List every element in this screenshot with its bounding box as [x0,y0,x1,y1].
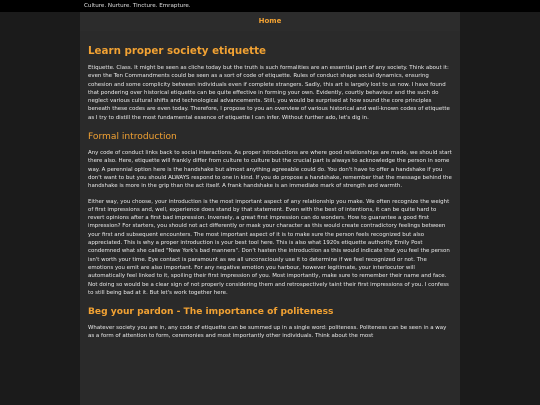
nav-home-link[interactable]: Home [258,17,282,25]
page-title: Learn proper society etiquette [88,45,267,57]
section-heading-formal-introduction: Formal introduction [88,132,177,143]
intro-paragraph: Etiquette. Class. It might be seen as cliche today but the truth is such formalities are an essential part of any society. Think about it: even the Ten Commandments could be seen as a sort of code of etiquette. Rules of conduct shape social dynamics, ensuring cohesion and some complicity between individuals even if complete strangers. Sadly, this art is largely lost to us now. I have found that pondering over historical etiquette can be quite effective in forming your own. Evidently, courtly behaviour and the such do neglect various cultural shifts and technological advancements. Still, you would be surprised at how sound the core principles beneath these codes are even today. Therefore, I propose to you an overview of various historical and well-known codes of etiquette as I try to distill the most fundamental essence of etiquette I can infer. Without further ado, let's dig in. [88,65,450,121]
paragraph: Either way, you choose, your introduction is the most important aspect of any relationship you make. We often recognize the weight of first impressions and, well, experience does stand by that statement. Even with the best of intentions, it can be quite hard to revert opinions after a first bad impression. Inversely, a great first impression can do wonders. How to guarantee a good first impression? For starters, you should not act differently or mask your character as this would create contradictory feelings between your first and subsequent encounters. The most important aspect of it is to make sure the person feels recognized but also appreciated. This is why a proper introduction is your best tool here. This is also what 1920s etiquette authority Emily Post condemned what she called "New York's bad manners". Don't hasten the introduction as this would indicate that you feel the person isn't worth your time. Eye contact is paramount as we all unconsciously use it to determine if we feel recognized or not. The emotions you emit are also important. For any negative emotion you harbour, however legitimate, your interlocutor will automatically feel linked to it, spoiling their first impression of you. Most importantly, make sure to remember their name and face. Not doing so would be a clear sign of not properly considering them and retrospectively taint their first impressions of you. I confess to still being bad at it. But let's work together here. [88,198,450,296]
site-tagline: Culture. Nurture. Tincture. Emrapture. [84,3,191,9]
paragraph: Any code of conduct links back to social interactions. As proper introductions are where good relationships are made, we should start there also. Here, etiquette will frankly differ from culture to culture but the crucial part is always to acknowledge the person in some way. A perennial option here is the handshake but almost anything agreeable could do. You don't have to offer a handshake if you don't want to but you should ALWAYS respond to one in kind. If you do propose a handshake, remember that the message behind the handshake is more in the grip than the act itself. A frank handshake is an immediate mark of strength and warmth. [88,150,452,190]
paragraph: Whatever society you are in, any code of etiquette can be summed up in a single word: politeness. Politeness can be seen in a way as a form of attention to form, ceremonies and most importantly other individuals. Think about the most [88,325,447,340]
section-heading-politeness: Beg your pardon - The importance of politeness [88,307,334,318]
top-bar [0,0,540,12]
article-content [80,31,460,405]
nav-bar [80,12,460,31]
